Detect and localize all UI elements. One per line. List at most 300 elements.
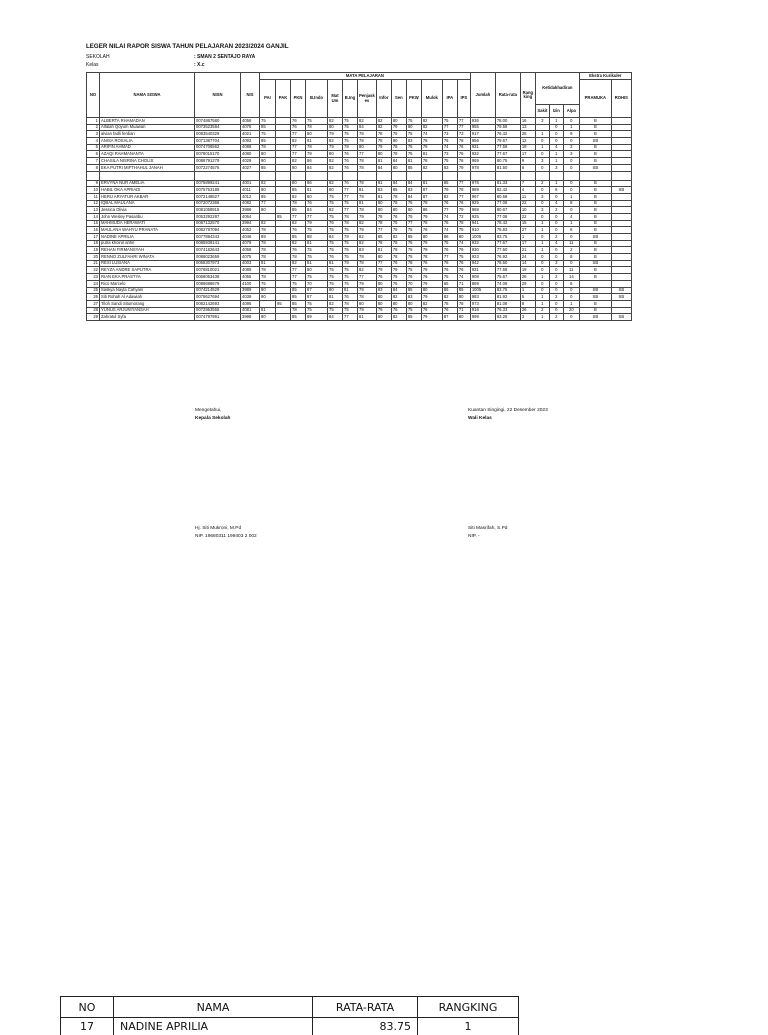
cell-sakit: 1 [535, 240, 549, 247]
cell-score: 80 [306, 131, 328, 138]
cell-score: 76 [442, 138, 457, 145]
cell-alpa: 20 [563, 307, 579, 314]
cell-score: 75 [442, 118, 457, 125]
signature-right-name: Siti Masrifah, S.Pd [468, 525, 507, 533]
cell-score: 78 [391, 254, 406, 261]
cell-pramuka: SB [579, 260, 611, 267]
cell-nama: MAHMUDA HERAWATI [100, 220, 195, 227]
cell-score: 90 [260, 294, 276, 301]
summary-cell-nama: NADINE APRILIA [114, 1018, 313, 1035]
cell-score: 78 [358, 260, 377, 267]
cell-score: 81 [260, 260, 276, 267]
cell-score: 75 [343, 200, 358, 207]
cell-rank: 11 [520, 193, 535, 200]
cell-rata: 81.33 [495, 180, 520, 187]
cell-pramuka: SB [579, 164, 611, 171]
col-pkw: PKW [406, 80, 421, 118]
cell-score: 83 [376, 187, 391, 194]
cell-score: 80 [376, 207, 391, 214]
cell-score: 79 [358, 227, 377, 234]
cell-rank: 12 [520, 138, 535, 145]
table-row [87, 294, 632, 301]
cell-score: 78 [260, 144, 276, 151]
cell-score [276, 247, 291, 254]
cell-rohis [611, 280, 631, 287]
cell-score: 89 [260, 234, 276, 241]
cell-rohis [611, 300, 631, 307]
cell-rohis [611, 220, 631, 227]
cell-sakit: 3 [535, 118, 549, 125]
cell-score: 76 [406, 274, 421, 281]
cell-jumlah: 956 [470, 138, 495, 145]
cell-no: 15 [87, 220, 100, 227]
cell-pramuka: B [579, 187, 611, 194]
cell-jumlah: 917 [470, 131, 495, 138]
cell-score: 86 [306, 180, 328, 187]
cell-nama: John Wesley Pasaribu [100, 213, 195, 220]
cell-score: 75 [328, 274, 343, 281]
cell-score: 79 [376, 307, 391, 314]
cell-rank: 14 [520, 260, 535, 267]
cell-score: 87 [442, 314, 457, 321]
cell-no: 12 [87, 200, 100, 207]
cell-rata: 79.58 [495, 124, 520, 131]
cell-izin: 0 [549, 300, 563, 307]
cell-score: 82 [328, 158, 343, 165]
col-pak: PAK [276, 80, 291, 118]
cell-score: 86 [442, 287, 457, 294]
cell-score: 80 [406, 124, 421, 131]
cell-score: 75 [457, 227, 470, 234]
cell-score: 85 [406, 314, 421, 321]
cell-nama: Alfalah Qoyum Muawan [100, 124, 195, 131]
cell-no: 3 [87, 131, 100, 138]
cell-nama: ANISA ROSALIA [100, 138, 195, 145]
cell-nisn: 0071387704 [195, 138, 241, 145]
cell-score: 82 [328, 300, 343, 307]
cell-score: 84 [391, 158, 406, 165]
cell-izin: 0 [549, 124, 563, 131]
cell-nama: MAULANA WAHYU PRANATA [100, 227, 195, 234]
cell-rohis [611, 180, 631, 187]
cell-nisn: 0072148827 [195, 193, 241, 200]
cell-jumlah: 930 [470, 247, 495, 254]
cell-score: 76 [291, 227, 306, 234]
cell-score [276, 267, 291, 274]
col-rohis: ROHIS [611, 80, 631, 118]
cell-score: 85 [260, 193, 276, 200]
cell-score: 88 [306, 234, 328, 241]
cell-score: 75 [391, 220, 406, 227]
cell-score: 80 [406, 300, 421, 307]
cell-rank: 22 [520, 213, 535, 220]
cell-nama: AZAQI RAHMANANTA [100, 151, 195, 158]
cell-jumlah: 968 [470, 207, 495, 214]
table-row [87, 274, 632, 281]
signature-right-role: Wali Kelas [468, 415, 548, 423]
cell-score [276, 307, 291, 314]
cell-nisn: 0088688679 [195, 280, 241, 287]
table-row [87, 280, 632, 287]
cell-score: 80 [421, 287, 442, 294]
cell-izin: 0 [549, 247, 563, 254]
cell-alpa: 0 [563, 158, 579, 165]
cell-izin: 0 [549, 307, 563, 314]
cell-nis: 4100 [241, 280, 260, 287]
cell-nisn: 0053292287 [195, 213, 241, 220]
cell-score: 79 [328, 131, 343, 138]
cell-score: 78 [406, 260, 421, 267]
cell-score: 80 [391, 138, 406, 145]
cell-score: 85 [376, 234, 391, 241]
cell-score: 78 [376, 213, 391, 220]
cell-score: 80 [291, 164, 306, 171]
cell-score: 82 [291, 240, 306, 247]
cell-izin: 2 [549, 314, 563, 321]
cell-score: 76 [442, 267, 457, 274]
cell-izin: 0 [549, 227, 563, 234]
cell-pramuka: B [579, 131, 611, 138]
col-rata: Rata-rata [495, 73, 520, 118]
cell-izin: 6 [549, 187, 563, 194]
cell-score: 75 [343, 227, 358, 234]
cell-score: 78 [358, 180, 377, 187]
cell-no: 27 [87, 300, 100, 307]
cell-score: 75 [306, 300, 328, 307]
cell-alpa: 4 [563, 213, 579, 220]
cell-score: 75 [328, 247, 343, 254]
cell-rohis [611, 207, 631, 214]
cell-no: 18 [87, 240, 100, 247]
cell-score: 82 [358, 234, 377, 241]
cell-rank: 27 [520, 227, 535, 234]
cell-score: 79 [328, 144, 343, 151]
cell-rohis [611, 200, 631, 207]
cell-rata: 80.67 [495, 207, 520, 214]
cell-score: 79 [457, 164, 470, 171]
cell-score: 82 [376, 118, 391, 125]
cell-score: 75 [343, 307, 358, 314]
cell-rata: 75.83 [495, 227, 520, 234]
cell-score: 80 [391, 207, 406, 214]
cell-score: 78 [260, 240, 276, 247]
cell-rank: 26 [520, 307, 535, 314]
cell-score: 73 [442, 151, 457, 158]
cell-score: 78 [343, 213, 358, 220]
col-matum: Mat Um [328, 80, 343, 118]
cell-rank: 19 [520, 144, 535, 151]
cell-izin: 1 [549, 158, 563, 165]
cell-nama: EKA PUTRI MIFTHAHUL JANAH [100, 164, 195, 171]
cell-score: 78 [260, 254, 276, 261]
cell-score: 77 [376, 227, 391, 234]
col-sakit: Sakit [535, 105, 549, 118]
cell-rohis [611, 151, 631, 158]
cell-score: 81 [376, 193, 391, 200]
cell-score [276, 131, 291, 138]
cell-score: 84 [376, 164, 391, 171]
cell-score: 82 [328, 180, 343, 187]
school-value: : SMAN 2 SENTAJO RAYA [194, 54, 255, 60]
cell-score [276, 254, 291, 261]
cell-score: 78 [260, 227, 276, 234]
cell-score: 78 [343, 220, 358, 227]
cell-score: 78 [358, 131, 377, 138]
cell-score: 85 [406, 164, 421, 171]
cell-no: 5 [87, 144, 100, 151]
cell-nisn: 0072072366 [195, 200, 241, 207]
table-row [87, 307, 632, 314]
cell-score: 78 [343, 300, 358, 307]
cell-score: 75 [406, 267, 421, 274]
cell-izin: 0 [549, 138, 563, 145]
cell-sakit: 1 [535, 274, 549, 281]
cell-score: 78 [306, 144, 328, 151]
summary-cell-rata: 83.75 [313, 1018, 418, 1035]
cell-no: 26 [87, 294, 100, 301]
cell-rohis [611, 138, 631, 145]
cell-pramuka: SB [579, 138, 611, 145]
cell-score: 78 [260, 247, 276, 254]
cell-score [276, 227, 291, 234]
cell-score: 82 [421, 124, 442, 131]
cell-score: 81 [406, 158, 421, 165]
cell-score: 77 [291, 151, 306, 158]
cell-alpa: 9 [563, 131, 579, 138]
cell-nama: RENNO ZULFAHRI WINATA [100, 254, 195, 261]
cell-score: 78 [457, 138, 470, 145]
cell-score: 78 [421, 200, 442, 207]
cell-score: 82 [358, 240, 377, 247]
table-row [87, 240, 632, 247]
cell-sakit: 1 [535, 300, 549, 307]
summary-cell-no: 17 [61, 1018, 114, 1035]
cell-score: 78 [291, 254, 306, 261]
cell-score: 83 [406, 294, 421, 301]
cell-score: 77 [343, 187, 358, 194]
cell-score: 77 [291, 144, 306, 151]
cell-no: 6 [87, 151, 100, 158]
col-rank: Rang king [520, 73, 535, 118]
cell-pramuka [579, 280, 611, 287]
cell-nisn: 0082787094 [195, 227, 241, 234]
cell-rank: 17 [520, 240, 535, 247]
cell-alpa: 1 [563, 193, 579, 200]
cell-sakit: 2 [535, 180, 549, 187]
cell-rohis [611, 164, 631, 171]
cell-nama: Siti Rohah Al Adawiah [100, 294, 195, 301]
summary-col-no: NO [61, 997, 114, 1018]
cell-score: 77 [343, 314, 358, 321]
cell-score: 81 [376, 247, 391, 254]
cell-izin: 0 [549, 220, 563, 227]
cell-score: 77 [343, 207, 358, 214]
summary-cell-rangking: 1 [418, 1018, 519, 1035]
cell-no: 25 [87, 287, 100, 294]
cell-nis: 4055 [241, 274, 260, 281]
cell-score: 78 [442, 260, 457, 267]
cell-jumlah: 916 [470, 307, 495, 314]
cell-rohis: SB [611, 314, 631, 321]
cell-nama: REHAN FIRMANSYAH [100, 247, 195, 254]
cell-score [260, 213, 276, 220]
cell-jumlah: 969 [470, 158, 495, 165]
cell-score: 81 [328, 260, 343, 267]
cell-rata: 83.75 [495, 287, 520, 294]
cell-score: 84 [391, 180, 406, 187]
cell-score: 76 [421, 307, 442, 314]
cell-score: 78 [442, 300, 457, 307]
cell-score: 82 [376, 124, 391, 131]
cell-score: 80 [376, 314, 391, 321]
cell-score: 83 [406, 138, 421, 145]
cell-pramuka: B [579, 227, 611, 234]
cell-izin: 2 [549, 294, 563, 301]
cell-score: 83 [406, 187, 421, 194]
cell-alpa: 11 [563, 240, 579, 247]
cell-rata: 77.67 [495, 240, 520, 247]
cell-score [276, 158, 291, 165]
cell-rata: 76.92 [495, 254, 520, 261]
cell-score: 78 [391, 193, 406, 200]
cell-nisn: 0074706562 [195, 144, 241, 151]
col-bindo: B.Indo [306, 80, 328, 118]
cell-score: 76 [421, 260, 442, 267]
cell-score: 80 [376, 200, 391, 207]
cell-score: 82 [391, 314, 406, 321]
cell-score: 75 [328, 227, 343, 234]
cell-nis: 4039 [241, 294, 260, 301]
cell-score: 85 [391, 187, 406, 194]
cell-izin: 2 [549, 274, 563, 281]
cell-izin: 0 [549, 267, 563, 274]
cell-score: 78 [291, 200, 306, 207]
table-row [87, 227, 632, 234]
cell-score: 75 [457, 254, 470, 261]
cell-score: 79 [358, 287, 377, 294]
cell-score: 84 [328, 314, 343, 321]
cell-score: 78 [457, 300, 470, 307]
cell-rohis: SB [611, 187, 631, 194]
cell-score: 82 [421, 118, 442, 125]
cell-score: 79 [343, 234, 358, 241]
cell-score: 77 [291, 267, 306, 274]
cell-jumlah: 932 [470, 240, 495, 247]
cell-score: 75 [328, 307, 343, 314]
cell-nis: 4012 [241, 193, 260, 200]
cell-pramuka: B [579, 193, 611, 200]
document-title: LEGER NILAI RAPOR SISWA TAHUN PELAJARAN 2023/2024 GANJIL [86, 43, 289, 50]
cell-jumlah: 1005 [470, 287, 495, 294]
cell-score: 76 [343, 158, 358, 165]
summary-col-rata: RATA-RATA [313, 997, 418, 1018]
cell-rohis [611, 234, 631, 241]
cell-score: 81 [421, 180, 442, 187]
class-row [86, 62, 205, 68]
cell-score: 75 [306, 247, 328, 254]
cell-pramuka: B [579, 267, 611, 274]
cell-score: 78 [376, 131, 391, 138]
cell-score: 80 [328, 124, 343, 131]
cell-alpa: 0 [563, 138, 579, 145]
cell-score: 82 [291, 193, 306, 200]
cell-jumlah: 889 [470, 280, 495, 287]
cell-score: 81 [328, 294, 343, 301]
cell-jumlah: 925 [470, 213, 495, 220]
col-ipa: IPA [442, 80, 457, 118]
cell-jumlah: 1005 [470, 234, 495, 241]
cell-rohis [611, 124, 631, 131]
cell-score: 82 [442, 294, 457, 301]
cell-pramuka: B [579, 151, 611, 158]
cell-score: 82 [291, 158, 306, 165]
cell-rank: 13 [520, 124, 535, 131]
cell-score: 85 [291, 294, 306, 301]
cell-score: 85 [457, 287, 470, 294]
cell-no: 8 [87, 164, 100, 171]
cell-score [276, 200, 291, 207]
cell-jumlah: 942 [470, 260, 495, 267]
cell-jumlah: 923 [470, 254, 495, 261]
cell-score: 75 [343, 280, 358, 287]
cell-sakit: 1 [535, 131, 549, 138]
cell-score: 77 [291, 131, 306, 138]
cell-score: 75 [343, 254, 358, 261]
cell-score: 77 [442, 254, 457, 261]
cell-score: 82 [328, 207, 343, 214]
cell-score: 79 [343, 260, 358, 267]
cell-score: 80 [376, 151, 391, 158]
cell-score [276, 207, 291, 214]
table-row [87, 171, 632, 180]
cell-score: 84 [391, 287, 406, 294]
cell-score: 77 [291, 213, 306, 220]
cell-nama: ARIFIN AHMAD [100, 144, 195, 151]
cell-jumlah: 908 [470, 274, 495, 281]
cell-izin: 0 [549, 254, 563, 261]
cell-score: 82 [421, 164, 442, 171]
cell-score: 76 [457, 267, 470, 274]
cell-score: 79 [421, 240, 442, 247]
cell-pramuka: B [579, 254, 611, 261]
cell-score: 77 [291, 274, 306, 281]
cell-pramuka: SB [579, 287, 611, 294]
cell-jumlah: 999 [470, 314, 495, 321]
cell-score: 81 [376, 158, 391, 165]
cell-score: 75 [343, 247, 358, 254]
cell-score: 75 [406, 200, 421, 207]
cell-izin [549, 171, 563, 180]
cell-score: 80 [328, 151, 343, 158]
table-row [87, 234, 632, 241]
cell-score: 84 [306, 207, 328, 214]
cell-score: 75 [328, 213, 343, 220]
cell-score: 79 [442, 187, 457, 194]
cell-no: 17 [87, 234, 100, 241]
cell-rata: 83.25 [495, 314, 520, 321]
cell-nama: NADINE APRILIA [100, 234, 195, 241]
cell-score: 75 [306, 307, 328, 314]
cell-score: 78 [391, 200, 406, 207]
cell-score: 89 [306, 314, 328, 321]
table-row [87, 247, 632, 254]
cell-pramuka: B [579, 220, 611, 227]
cell-score [276, 234, 291, 241]
cell-score [276, 164, 291, 171]
cell-rank: 5 [520, 294, 535, 301]
cell-score: 75 [343, 118, 358, 125]
cell-nis: 4076 [241, 124, 260, 131]
